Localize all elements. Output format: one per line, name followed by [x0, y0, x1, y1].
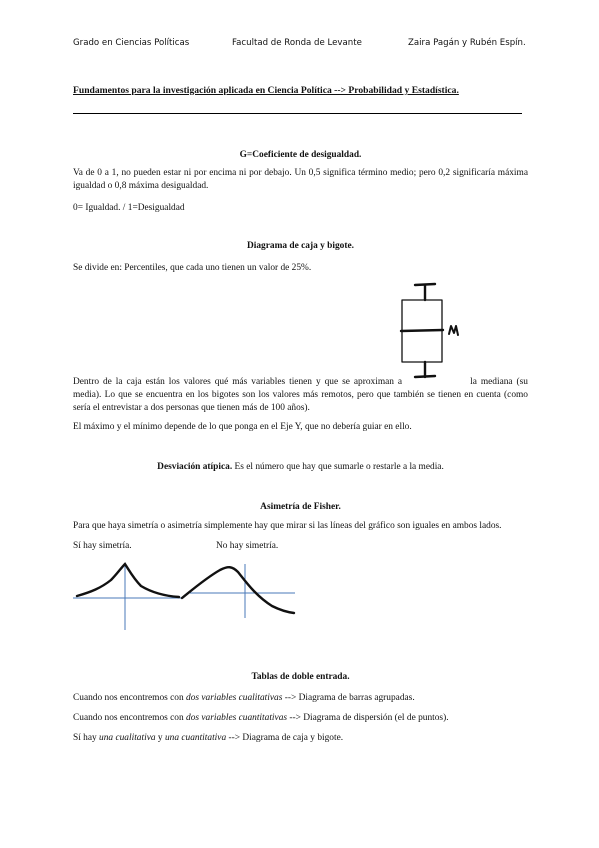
title-rule	[73, 113, 522, 114]
tables-line-1-post: --> Diagrama de barras agrupadas.	[282, 693, 415, 703]
document-title: Fundamentos para la investigación aplicada en Ciencia Política --> Probabilidad y Estadística.	[73, 85, 459, 96]
deviation-paragraph	[73, 461, 528, 474]
header-right: Zaira Pagán y Rubén Espín.	[408, 38, 526, 48]
gini-heading: G=Coeficiente de desigualdad.	[239, 150, 362, 160]
header-center: Facultad de Ronda de Levante	[232, 38, 362, 48]
tables-line-1-pre: Cuando nos encontremos con	[73, 693, 186, 703]
symmetric-curve-sketch	[73, 558, 183, 633]
tables-heading: Tablas de doble entrada.	[251, 672, 350, 682]
tables-line-2	[73, 712, 528, 725]
tables-line-2-pre: Cuando nos encontremos con	[73, 713, 186, 723]
fisher-heading: Asimetría de Fisher.	[260, 502, 341, 512]
tables-line-3-pre: Sí hay	[73, 733, 100, 743]
boxplot-axis-note: El máximo y el mínimo depende de lo que ponga en el Eje Y, que no debería guiar en ello.	[73, 422, 412, 432]
tables-line-1-term: dos variables cualitativas	[186, 693, 283, 703]
tables-line-3	[73, 732, 528, 745]
tables-line-2-term: dos variables cuantitativas	[186, 713, 288, 723]
boxplot-description-b: la mediana (su media). Lo que se encuentra en los bigotes son los valores más remotos, pero que también se tienen en cuenta (como sería el entrevistar a dos personas que tienen más de 100 años).	[73, 377, 528, 413]
tables-line-3-post: --> Diagrama de caja y bigote.	[226, 733, 344, 743]
tables-line-3-term-1: una cualitativa	[99, 733, 156, 743]
gini-scale: 0= Igualdad. / 1=Desigualdad	[73, 203, 185, 213]
asymmetry-label: No hay simetría.	[216, 541, 279, 551]
boxplot-heading: Diagrama de caja y bigote.	[246, 241, 354, 251]
boxplot-description-a: Dentro de la caja están los valores qué más variables tienen y que se aproximan a	[73, 377, 403, 387]
tables-line-3-term-2: una cuantitativa	[164, 733, 227, 743]
tables-line-3-mid: y	[155, 733, 165, 743]
deviation-text: Es el número que hay que sumarle o restarle a la media.	[232, 462, 444, 472]
tables-line-1	[73, 692, 528, 705]
tables-line-2-post: --> Diagrama de dispersión (el de puntos).	[287, 713, 449, 723]
deviation-term: Desviación atípica.	[157, 462, 233, 472]
fisher-paragraph: Para que haya simetría o asimetría simplemente hay que mirar si las líneas del gráfico son iguales en ambos lados.	[73, 521, 502, 531]
boxplot-median-label: M	[453, 336, 454, 337]
boxplot-sketch	[395, 280, 470, 382]
gini-paragraph: Va de 0 a 1, no pueden estar ni por encima ni por debajo. Un 0,5 significa término medio; pero 0,2 significaría máxima igualdad o 0,8 máxima desigualdad.	[73, 168, 528, 191]
boxplot-description	[73, 376, 528, 415]
asymmetric-curve-sketch	[180, 560, 300, 620]
symmetry-label: Sí hay simetría.	[73, 541, 132, 551]
boxplot-percentiles: Se divide en: Percentiles, que cada uno tienen un valor de 25%.	[73, 263, 312, 273]
header-left: Grado en Ciencias Políticas	[73, 38, 190, 48]
